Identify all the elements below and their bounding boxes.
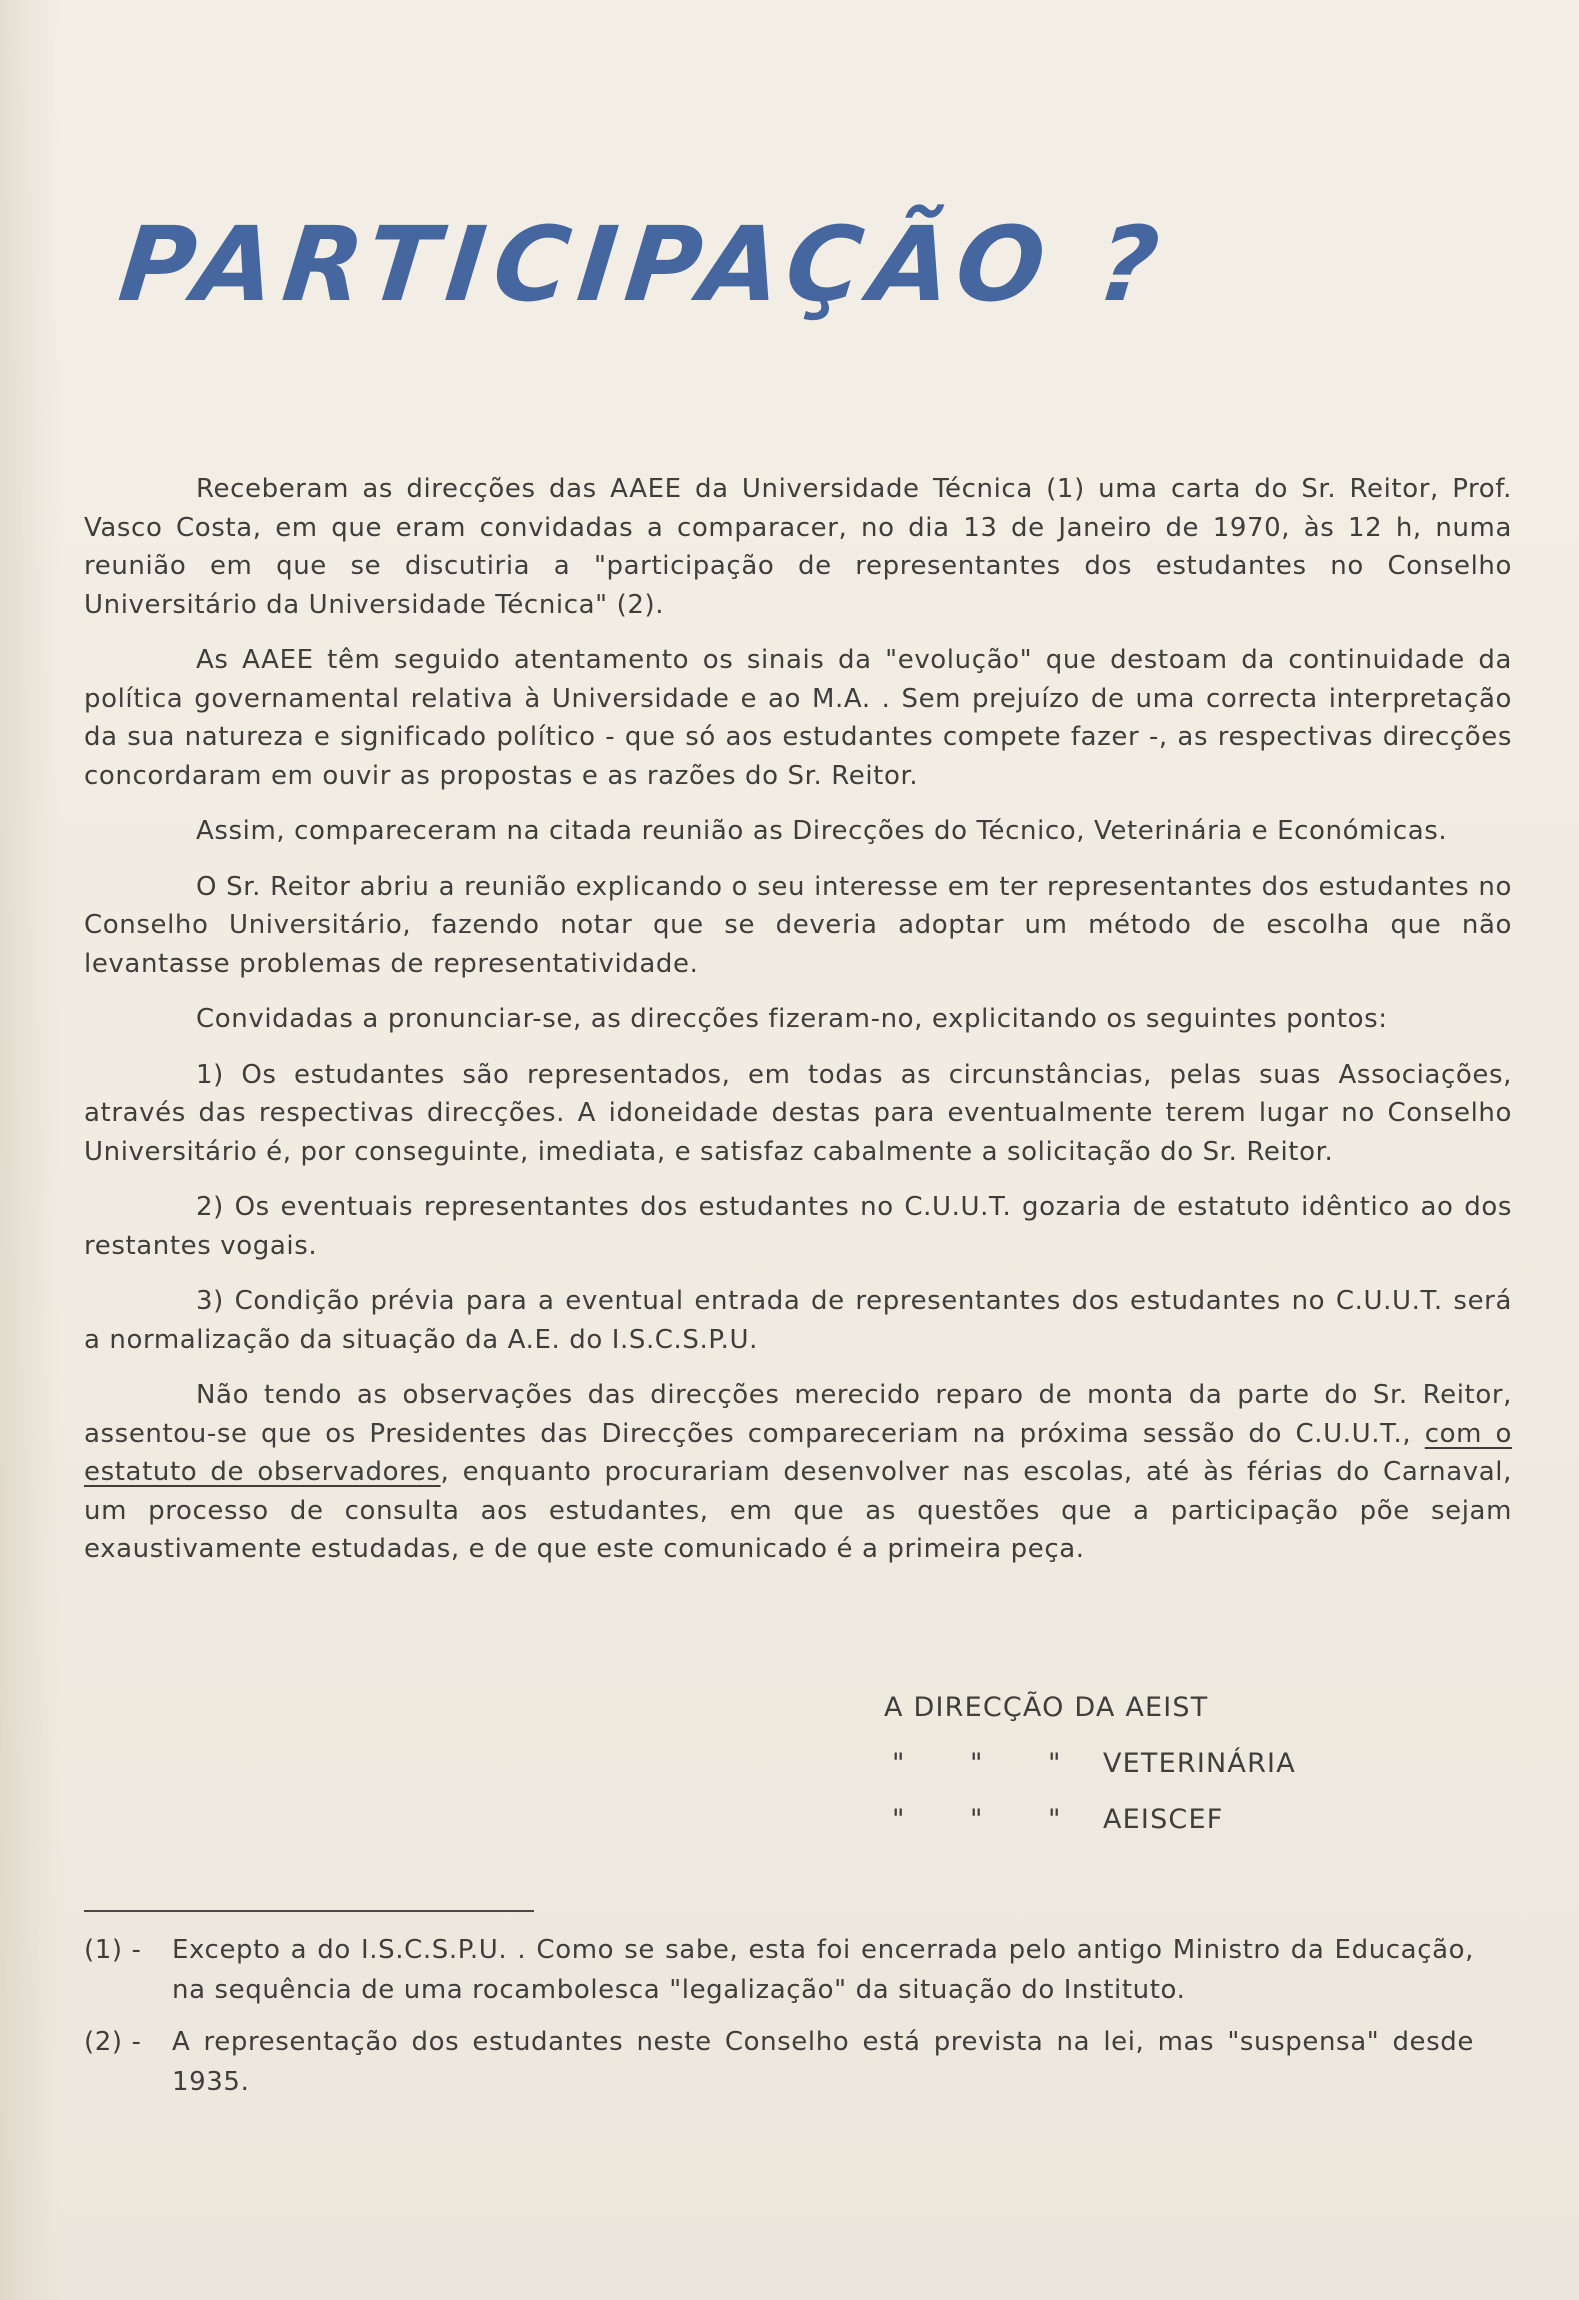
point-1: 1) Os estudantes são representados, em todas as circunstâncias, pelas suas Associações, através das respectivas direcções. A idoneidade destas para eventualmente terem lugar no Conselho Universitário é, por conseguinte, imediata, e satisfaz cabalmente a solicitação do Sr. Reitor. bbox=[84, 1059, 1512, 1167]
ditto-mark: " bbox=[1048, 1748, 1062, 1779]
footnote-marker: (1) - bbox=[84, 1935, 142, 1965]
paragraph-points-intro: Convidadas a pronunciar-se, as direcções fizeram-no, explicitando os seguintes pontos: bbox=[196, 1004, 1388, 1034]
signature-line-aeiscef bbox=[884, 1792, 1296, 1848]
ditto-mark: " bbox=[970, 1804, 984, 1835]
conclusion-text-after: , enquanto procurariam desenvolver nas escolas, até às férias do Carnaval, um processo de consulta aos estudantes, em que as questões que a participação põe sejam exaustivamente estudadas, e de que este comunicado é a primeira peça. bbox=[84, 1457, 1512, 1564]
footnote-text: Excepto a do I.S.C.S.P.U. . Como se sabe, esta foi encerrada pelo antigo Ministro da Educação, na sequência de uma rocambolesca "legalização" da situação do Instituto. bbox=[172, 1935, 1474, 2005]
footnote-marker: (2) - bbox=[84, 2027, 142, 2057]
paragraph-invitation: Receberam as direcções das AAEE da Universidade Técnica (1) uma carta do Sr. Reitor, Prof. Vasco Costa, em que eram convidadas a comparacer, no dia 13 de Janeiro de 1970, às 12 h, numa reunião em que se discutiria a "participação de representantes dos estudantes no Conselho Universitário da Universidade Técnica" (2). bbox=[84, 474, 1512, 620]
signature-aeiscef: AEISCEF bbox=[1103, 1804, 1224, 1835]
paragraph-conclusion bbox=[84, 1376, 1512, 1569]
signature-aeist: A DIRECÇÃO DA AEIST bbox=[884, 1692, 1209, 1723]
ditto-mark: " bbox=[1048, 1804, 1062, 1835]
signature-line-aeist bbox=[884, 1680, 1296, 1736]
footnote-divider bbox=[84, 1910, 534, 1912]
observer-status-underlined: com o estatuto de observadores bbox=[84, 1418, 1512, 1487]
footnote-2 bbox=[84, 2022, 1474, 2102]
paragraph-rector-opening: O Sr. Reitor abriu a reunião explicando o seu interesse em ter representantes dos estudantes no Conselho Universitário, fazendo notar que se deveria adoptar um método de escolha que não levantasse problemas de representatividade. bbox=[84, 871, 1512, 979]
paragraph-evolution: As AAEE têm seguido atentamento os sinais da "evolução" que destoam da continuidade da política governamental relativa à Universidade e ao M.A. . Sem prejuízo de uma correcta interpretação da sua natureza e significado político - que só aos estudantes compete fazer -, as respectivas direcções concordaram em ouvir as propostas e as razões do Sr. Reitor. bbox=[84, 645, 1512, 791]
conclusion-text-before: Não tendo as observações das direcções merecido reparo de monta da parte do Sr. Reitor, assentou-se que os Presidentes das Direcções compareceriam na próxima sessão do C.U.U.T., bbox=[84, 1380, 1512, 1449]
signature-block bbox=[884, 1680, 1296, 1848]
ditto-mark: " bbox=[892, 1748, 906, 1779]
footnote-1 bbox=[84, 1930, 1474, 2010]
ditto-mark: " bbox=[892, 1804, 906, 1835]
signature-veterinaria: VETERINÁRIA bbox=[1103, 1748, 1296, 1779]
ditto-mark: " bbox=[970, 1748, 984, 1779]
point-3: 3) Condição prévia para a eventual entrada de representantes dos estudantes no C.U.U.T. será a normalização da situação da A.E. do I.S.C.S.P.U. bbox=[84, 1286, 1512, 1355]
page-title: PARTICIPAÇÃO ? bbox=[113, 205, 1174, 325]
signature-line-veterinaria bbox=[884, 1736, 1296, 1792]
paragraph-attendance: Assim, compareceram na citada reunião as Direcções do Técnico, Veterinária e Económicas. bbox=[196, 816, 1448, 846]
document-body bbox=[84, 470, 1512, 1586]
footnote-text: A representação dos estudantes neste Conselho está prevista na lei, mas "suspensa" desde 1935. bbox=[172, 2027, 1474, 2097]
point-2: 2) Os eventuais representantes dos estudantes no C.U.U.T. gozaria de estatuto idêntico ao dos restantes vogais. bbox=[84, 1192, 1512, 1261]
footnotes bbox=[84, 1930, 1474, 2114]
